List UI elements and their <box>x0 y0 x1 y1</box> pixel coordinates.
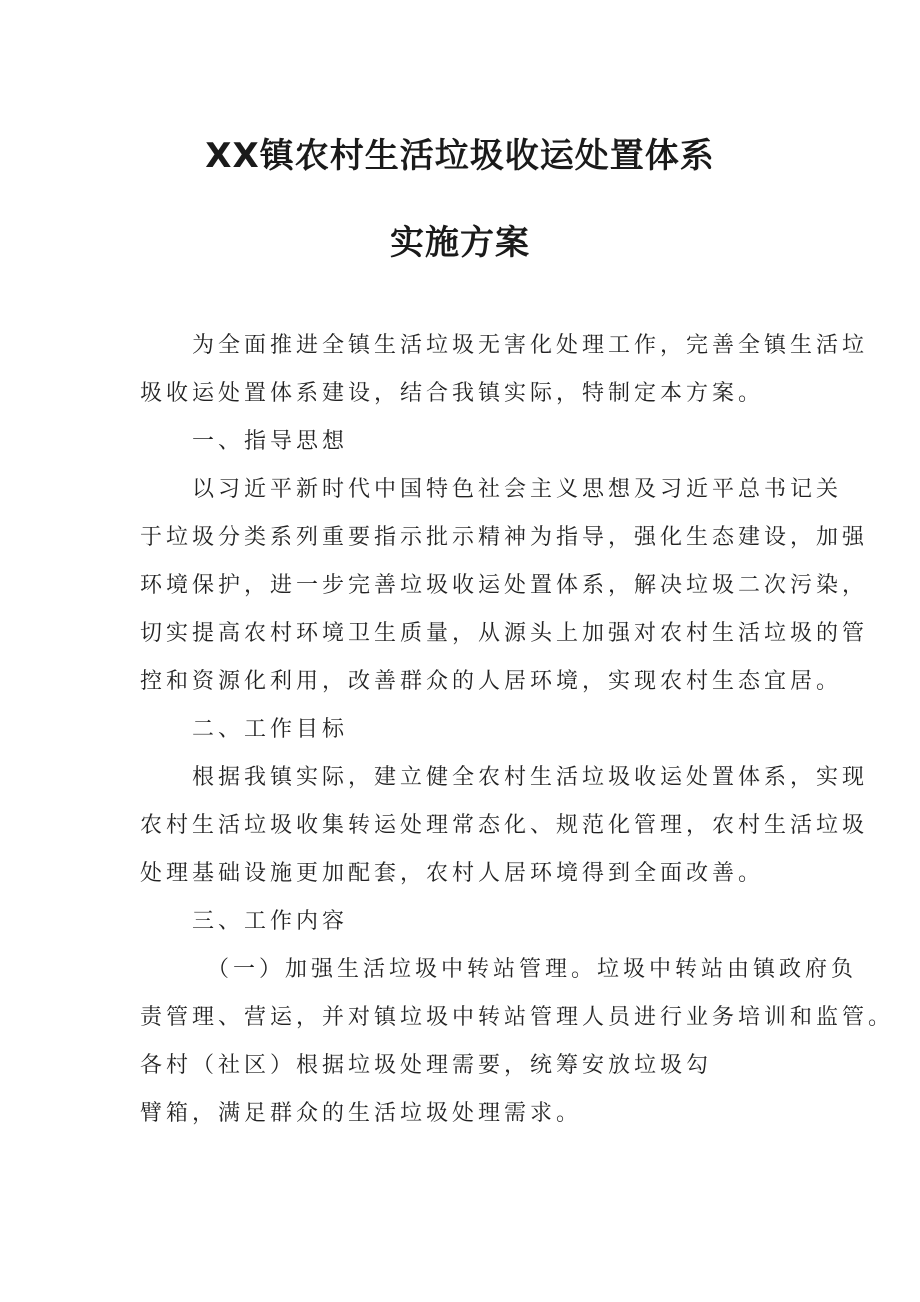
paragraph-line: 以习近平新时代中国特色社会主义思想及习近平总书记关 <box>140 477 843 502</box>
section-heading: 二、工作目标 <box>140 717 349 742</box>
section-heading: 一、指导思想 <box>140 429 349 454</box>
paragraph-line: 责管理、营运，并对镇垃圾中转站管理人员进行业务培训和监管。 <box>140 1005 895 1030</box>
paragraph-line: 臂箱，满足群众的生活垃圾处理需求。 <box>140 1101 583 1126</box>
paragraph-line: 圾收运处置体系建设，结合我镇实际，特制定本方案。 <box>140 381 765 406</box>
paragraph-line: 处理基础设施更加配套，农村人居环境得到全面改善。 <box>140 861 765 886</box>
paragraph-line: 环境保护，进一步完善垃圾收运处置体系，解决垃圾二次污染， <box>140 573 869 598</box>
paragraph-line: 为全面推进全镇生活垃圾无害化处理工作，完善全镇生活垃 <box>140 333 869 358</box>
paragraph-line: 农村生活垃圾收集转运处理常态化、规范化管理，农村生活垃圾 <box>140 813 869 838</box>
paragraph-line: 于垃圾分类系列重要指示批示精神为指导，强化生态建设，加强 <box>140 525 869 550</box>
paragraph-line: 切实提高农村环境卫生质量，从源头上加强对农村生活垃圾的管 <box>140 621 869 646</box>
section-heading: 三、工作内容 <box>140 909 349 934</box>
paragraph-line: 根据我镇实际，建立健全农村生活垃圾收运处置体系，实现 <box>140 765 869 790</box>
paragraph-line: 各村（社区）根据垃圾处理需要，统筹安放垃圾勾 <box>140 1053 713 1078</box>
document-title-line-1: XX镇农村生活垃圾收运处置体系 <box>205 136 715 176</box>
paragraph-line: （一）加强生活垃圾中转站管理。垃圾中转站由镇政府负 <box>140 957 858 982</box>
paragraph-line: 控和资源化利用，改善群众的人居环境，实现农村生态宜居。 <box>140 669 843 694</box>
document-title-line-2: 实施方案 <box>390 223 530 263</box>
